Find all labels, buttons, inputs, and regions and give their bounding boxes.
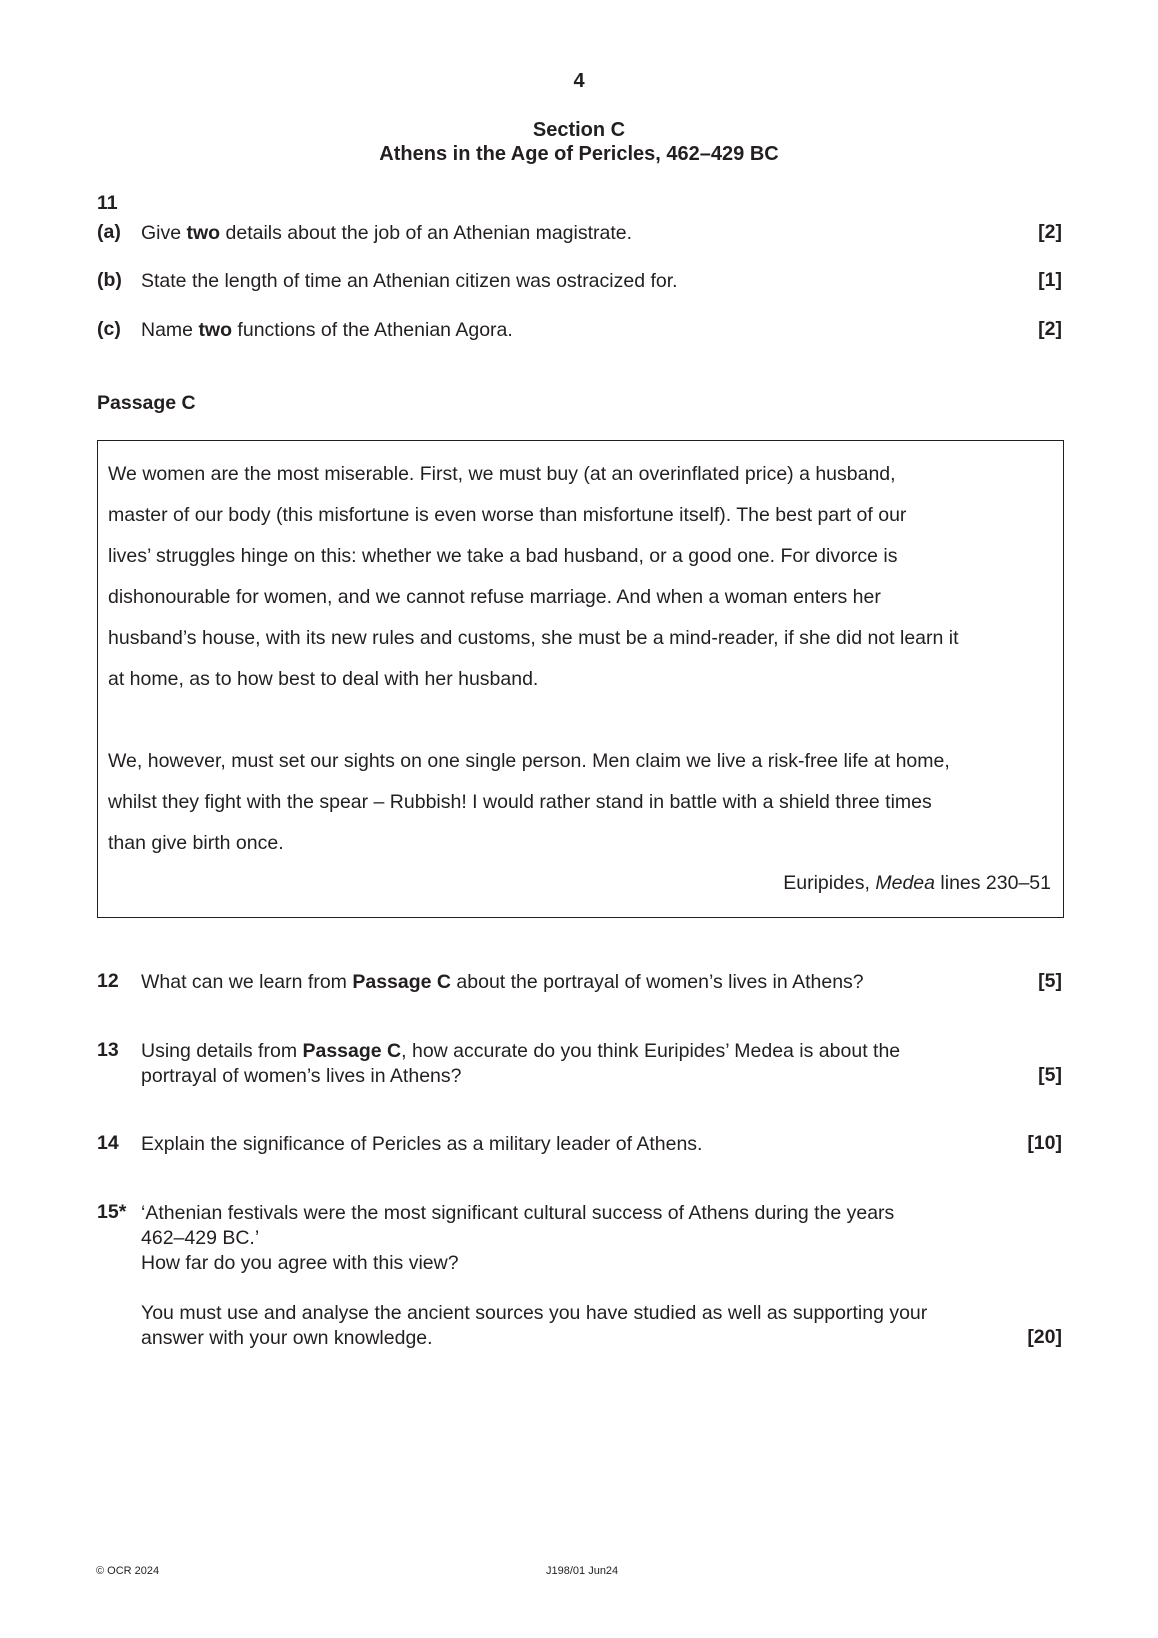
- passage-line: master of our body (this misfortune is even worse than misfortune itself). The best part of our: [108, 504, 907, 526]
- part-label: (b): [97, 269, 122, 291]
- text: details about the job of an Athenian magistrate.: [220, 222, 633, 244]
- section-title: Section C: [532, 119, 626, 141]
- marks: [2]: [1038, 318, 1062, 340]
- passage-heading: Passage C: [97, 392, 196, 414]
- question-number: 15*: [97, 1201, 127, 1223]
- passage-attribution: [783, 872, 1051, 895]
- line-reference: lines 230–51: [934, 872, 1051, 894]
- page-number: 4: [573, 70, 585, 92]
- question-prompt: How far do you agree with this view?: [141, 1252, 459, 1274]
- marks: [1]: [1038, 269, 1062, 291]
- passage-line: than give birth once.: [108, 832, 284, 854]
- question-text-line2: portrayal of women’s lives in Athens?: [141, 1065, 462, 1087]
- passage-line: whilst they fight with the spear – Rubbish! I would rather stand in battle with a shield three times: [108, 791, 932, 813]
- question-text: Explain the significance of Pericles as a military leader of Athens.: [141, 1133, 703, 1155]
- footer-paper-code: J198/01 Jun24: [546, 1565, 619, 1577]
- text: functions of the Athenian Agora.: [232, 319, 513, 341]
- question-instruction: You must use and analyse the ancient sources you have studied as well as supporting your: [141, 1302, 928, 1324]
- question-text: [141, 221, 1021, 246]
- text: about the portrayal of women’s lives in Athens?: [451, 971, 864, 993]
- text: Using details from: [141, 1040, 303, 1062]
- passage-line: lives’ struggles hinge on this: whether we take a bad husband, or a good one. For divorce is: [108, 545, 898, 567]
- emphasis: Passage C: [352, 971, 451, 993]
- question-number: 14: [97, 1132, 119, 1154]
- emphasis: Passage C: [302, 1040, 402, 1062]
- question-quote: ‘Athenian festivals were the most significant cultural success of Athens during the years: [141, 1202, 895, 1224]
- part-label: (c): [97, 318, 121, 340]
- emphasis: two: [186, 222, 221, 244]
- question-11-number: 11: [97, 192, 118, 214]
- marks: [20]: [1027, 1326, 1062, 1348]
- passage-line: We women are the most miserable. First, we must buy (at an overinflated price) a husband,: [108, 463, 896, 485]
- text: , how accurate do you think Euripides’ Medea is about the: [401, 1040, 901, 1062]
- text: State the length of time an Athenian citizen was ostracized for.: [141, 270, 678, 292]
- question-quote-line2: 462–429 BC.’: [141, 1227, 260, 1249]
- section-subtitle: Athens in the Age of Pericles, 462–429 BC: [379, 143, 779, 165]
- question-text: [141, 318, 1021, 343]
- author: Euripides,: [783, 872, 876, 894]
- marks: [5]: [1038, 1064, 1062, 1086]
- question-text: [141, 970, 1021, 995]
- part-label: (a): [97, 221, 121, 243]
- emphasis: two: [198, 319, 233, 341]
- question-number: 12: [97, 970, 119, 992]
- marks: [10]: [1027, 1132, 1062, 1154]
- passage-line: husband’s house, with its new rules and customs, she must be a mind-reader, if she did not learn it: [108, 627, 959, 649]
- passage-line: dishonourable for women, and we cannot refuse marriage. And when a woman enters her: [108, 586, 881, 608]
- text: Give: [141, 222, 187, 244]
- question-text: [141, 269, 1021, 294]
- question-text: [141, 1039, 1021, 1064]
- text: What can we learn from: [141, 971, 353, 993]
- question-number: 13: [97, 1039, 119, 1061]
- footer-copyright: © OCR 2024: [96, 1565, 160, 1577]
- work-title: Medea: [875, 872, 935, 894]
- text: Name: [141, 319, 199, 341]
- passage-line: at home, as to how best to deal with her husband.: [108, 668, 539, 690]
- marks: [5]: [1038, 970, 1062, 992]
- question-instruction-line2: answer with your own knowledge.: [141, 1327, 433, 1349]
- marks: [2]: [1038, 221, 1062, 243]
- passage-line: We, however, must set our sights on one single person. Men claim we live a risk-free life at home,: [108, 750, 950, 772]
